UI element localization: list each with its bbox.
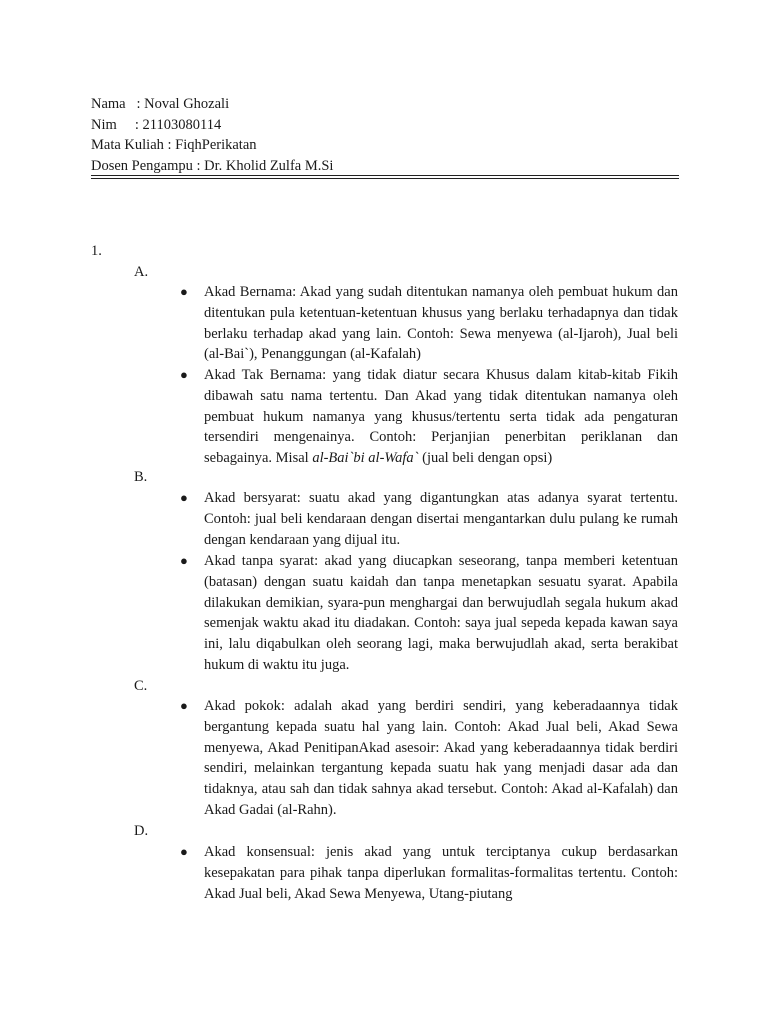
list-item-akad-tak-bernama <box>180 365 678 469</box>
bullet-dot-icon: ● <box>180 284 188 299</box>
course-name: Mata Kuliah : FiqhPerikatan <box>91 137 257 154</box>
student-header <box>91 94 679 177</box>
section-letter-a: A. <box>134 264 149 280</box>
header-divider-top <box>91 175 679 176</box>
bullet-dot-icon: ● <box>180 490 188 505</box>
list-item-text: Akad bersyarat: suatu akad yang digantungkan atas adanya syarat tertentu. Contoh: jual beli kendaraan dengan disertai mengantarkan dulu pulang ke rumah dengan kendaraan yang dijual itu. <box>204 490 678 548</box>
bullet-dot-icon: ● <box>180 698 188 713</box>
student-name: Nama : Noval Ghozali <box>91 96 230 112</box>
list-item-akad-pokok <box>180 696 678 821</box>
question-number: 1. <box>91 243 102 259</box>
student-nim: Nim : 21103080114 <box>91 116 222 133</box>
header-divider-bottom <box>91 178 679 179</box>
lecturer-name: Dosen Pengampu : Dr. Kholid Zulfa M.Si <box>91 158 334 175</box>
list-item-text: Akad tanpa syarat: akad yang diucapkan seseorang, tanpa memberi ketentuan (batasan) dengan suatu kaidah dan tanpa menetapkan sesuatu syarat. Apabila dilakukan demikian, syara-pun menghargai dan berwujudlah segala hukum akad semenjak waktu akad itu diadakan. Contoh: saya jual sepeda kepada kawan saya ini, lalu diqabulkan oleh seorang lagi, maka berwujudlah akad, serta berakibat hukum di waktu itu juga. <box>204 553 678 673</box>
bullet-dot-icon: ● <box>180 844 188 859</box>
text-segment: (jual beli dengan opsi) <box>418 450 553 467</box>
bullet-dot-icon: ● <box>180 553 188 568</box>
list-item-akad-tanpa-syarat <box>180 551 678 676</box>
section-letter-b: B. <box>134 469 148 485</box>
italic-term: al-Bai`bi al-Wafa` <box>312 450 419 467</box>
bullet-dot-icon: ● <box>180 367 188 382</box>
list-item-text <box>204 365 678 469</box>
list-item-akad-bersyarat <box>180 488 678 550</box>
section-letter-c: C. <box>134 678 148 694</box>
text-segment: Akad Tak Bernama: yang tidak diatur secara Khusus dalam kitab-kitab Fikih dibawah satu nama tertentu. Dan Akad yang tidak ditentukan namanya oleh pembuat hukum namanya yang khusus/tertentu serta tidak ada pengaturan tersendiri mengenainya. Contoh: Perjanjian penerbitan periklanan dan sebagainya. Misal <box>204 367 678 467</box>
list-item-text: Akad Bernama: Akad yang sudah ditentukan namanya oleh pembuat hukum dan ditentukan pula ketentuan-ketentuan khusus yang berlaku terhadapnya dan tidak berlaku terhadap akad yang lain. Contoh: Sewa menyewa (al-Ijaroh), Jual beli (al-Bai`), Penanggungan (al-Kafalah) <box>204 284 678 363</box>
section-letter-d: D. <box>134 823 149 839</box>
list-item-text: Akad pokok: adalah akad yang berdiri sendiri, yang keberadaannya tidak bergantung kepada suatu hal yang lain. Contoh: Akad Jual beli, Akad Sewa menyewa, Akad PenitipanAkad asesoir: Akad yang keberadaannya tidak berdiri sendiri, melainkan tergantung kepada suatu hak yang menjadi dasar ada dan tidaknya, atau sah dan tidak sahnya akad tersebut. Contoh: Akad al-Kafalah) dan Akad Gadai (al-Rahn). <box>204 698 678 818</box>
list-item-text: Akad konsensual: jenis akad yang untuk terciptanya cukup berdasarkan kesepakatan para pihak tanpa diperlukan formalitas-formalitas tertentu. Contoh: Akad Jual beli, Akad Sewa Menyewa, Utang-piutang <box>204 844 678 902</box>
list-item-akad-konsensual <box>180 842 678 904</box>
list-item-akad-bernama <box>180 282 678 365</box>
